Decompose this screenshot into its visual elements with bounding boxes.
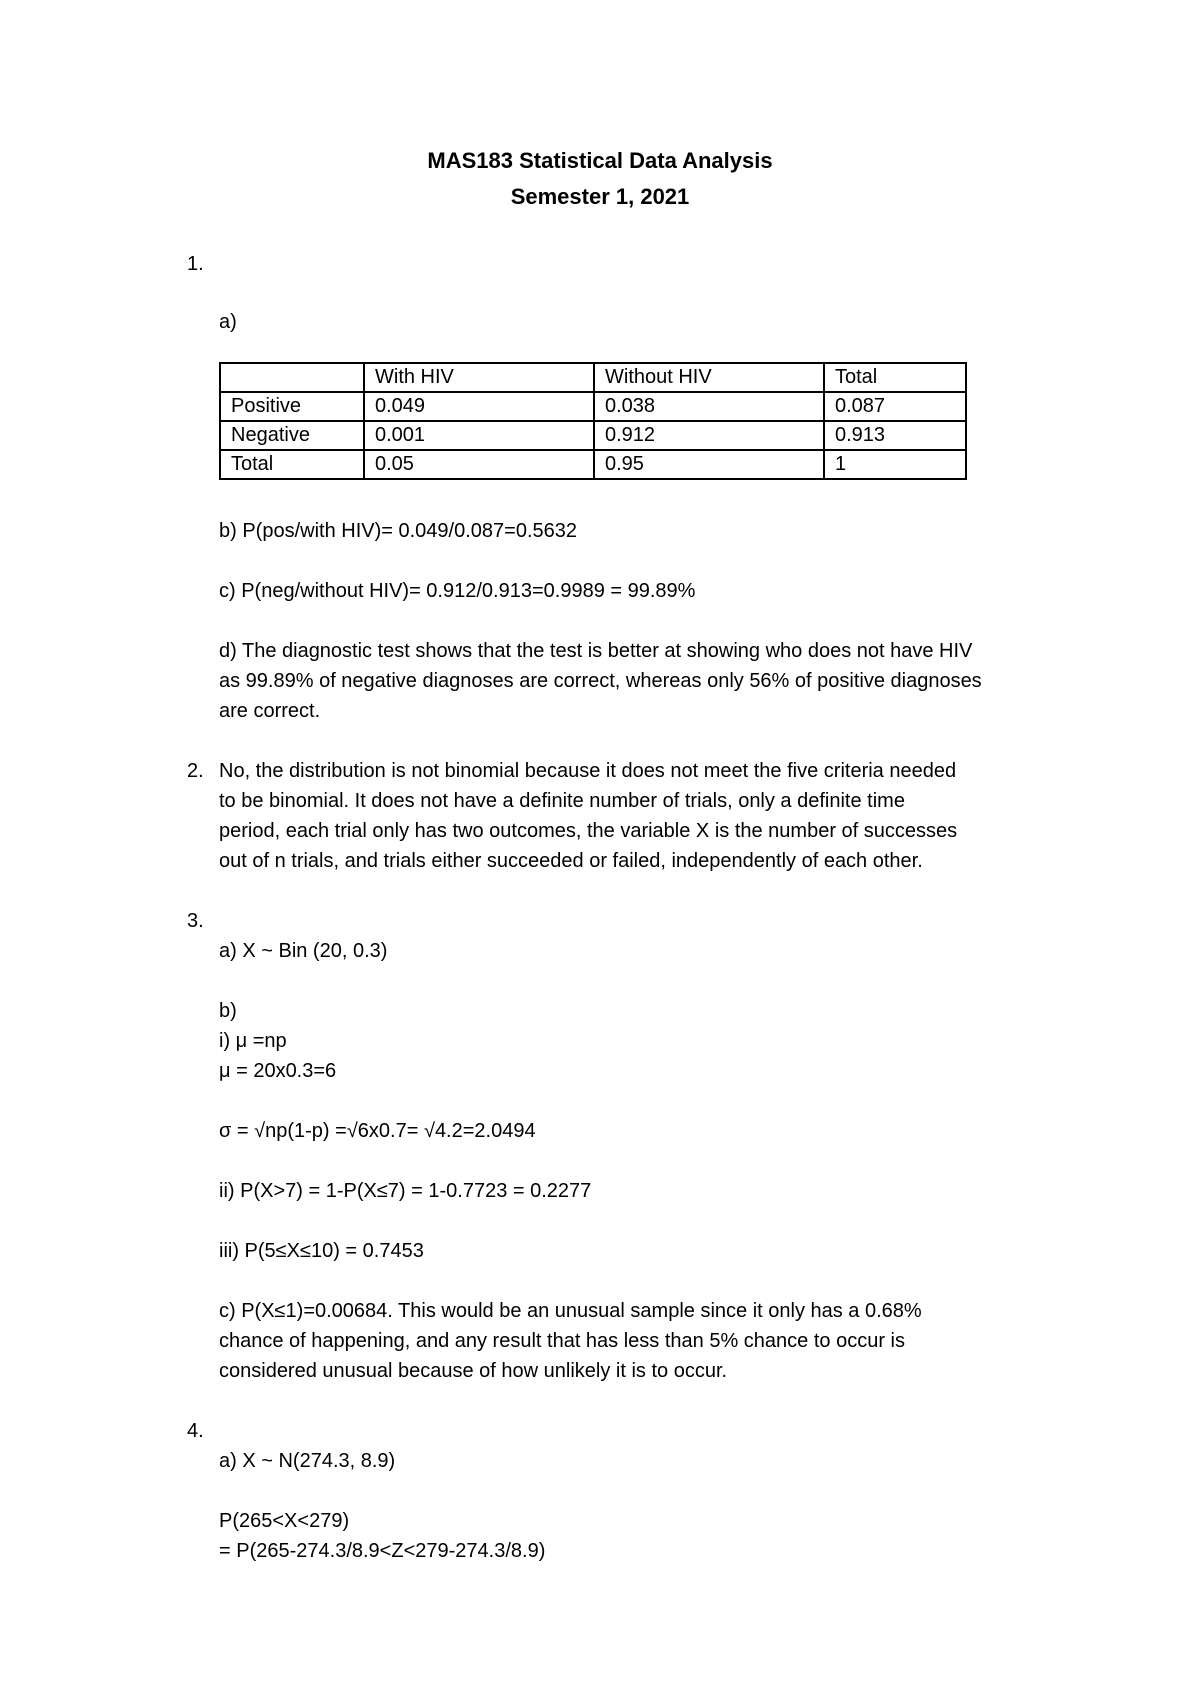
q1-number: 1.: [187, 253, 204, 275]
q3-part-c-line: considered unusual because of how unlikely it is to occur.: [219, 1360, 728, 1382]
q2-line: to be binomial. It does not have a definite number of trials, only a definite time: [219, 790, 905, 812]
table-cell: Negative: [220, 421, 364, 450]
table-row: [220, 392, 966, 421]
table-header-cell: [220, 363, 364, 392]
q1-part-a-label: a): [219, 311, 237, 333]
q2-number: 2.: [187, 760, 204, 782]
course-title: MAS183 Statistical Data Analysis: [427, 148, 773, 173]
q3-b-i-formula: i) μ =np: [219, 1030, 287, 1052]
table-cell: 0.001: [364, 421, 594, 450]
table-cell: 0.087: [824, 392, 966, 421]
table-header-cell: Without HIV: [594, 363, 824, 392]
table-cell: 1: [824, 450, 966, 479]
q1-part-d-line: as 99.89% of negative diagnoses are correct, whereas only 56% of positive diagnoses: [219, 670, 982, 692]
q4-part-a: a) X ~ N(274.3, 8.9): [219, 1450, 396, 1472]
q2-line: out of n trials, and trials either succeeded or failed, independently of each other.: [219, 850, 923, 872]
q3-b-i-calc: μ = 20x0.3=6: [219, 1060, 337, 1082]
q1-part-d-line: d) The diagnostic test shows that the test is better at showing who does not have HIV: [219, 640, 973, 662]
table-cell: 0.049: [364, 392, 594, 421]
table-cell: 0.95: [594, 450, 824, 479]
table-cell: 0.913: [824, 421, 966, 450]
q1-part-d-line: are correct.: [219, 700, 321, 722]
table-header-cell: With HIV: [364, 363, 594, 392]
q2-line: period, each trial only has two outcomes, the variable X is the number of successes: [219, 820, 958, 842]
q4-prob-line: = P(265-274.3/8.9<Z<279-274.3/8.9): [219, 1540, 546, 1562]
q3-b-iii: iii) P(5≤X≤10) = 0.7453: [219, 1240, 424, 1262]
table-cell: Total: [220, 450, 364, 479]
q3-part-a: a) X ~ Bin (20, 0.3): [219, 940, 388, 962]
q3-part-b-label: b): [219, 1000, 237, 1022]
q3-number: 3.: [187, 910, 204, 932]
q4-prob-line: P(265<X<279): [219, 1510, 350, 1532]
q3-part-c-line: chance of happening, and any result that has less than 5% chance to occur is: [219, 1330, 905, 1352]
table-cell: 0.038: [594, 392, 824, 421]
q2-line: No, the distribution is not binomial because it does not meet the five criteria needed: [219, 760, 957, 782]
q1-part-c: c) P(neg/without HIV)= 0.912/0.913=0.9989 = 99.89%: [219, 580, 696, 602]
q3-b-ii: ii) P(X>7) = 1-P(X≤7) = 1-0.7723 = 0.2277: [219, 1180, 592, 1202]
table-cell: Positive: [220, 392, 364, 421]
semester-title: Semester 1, 2021: [510, 184, 690, 209]
table-header-row: [220, 363, 966, 392]
table-header-cell: Total: [824, 363, 966, 392]
table-cell: 0.912: [594, 421, 824, 450]
table-row: [220, 450, 966, 479]
table-row: [220, 421, 966, 450]
q3-part-c-line: c) P(X≤1)=0.00684. This would be an unusual sample since it only has a 0.68%: [219, 1300, 922, 1322]
q4-number: 4.: [187, 1420, 204, 1442]
hiv-probability-table: [219, 362, 967, 480]
q1-part-b: b) P(pos/with HIV)= 0.049/0.087=0.5632: [219, 520, 578, 542]
q3-sigma: σ = √np(1-p) =√6x0.7= √4.2=2.0494: [219, 1120, 536, 1142]
table-cell: 0.05: [364, 450, 594, 479]
